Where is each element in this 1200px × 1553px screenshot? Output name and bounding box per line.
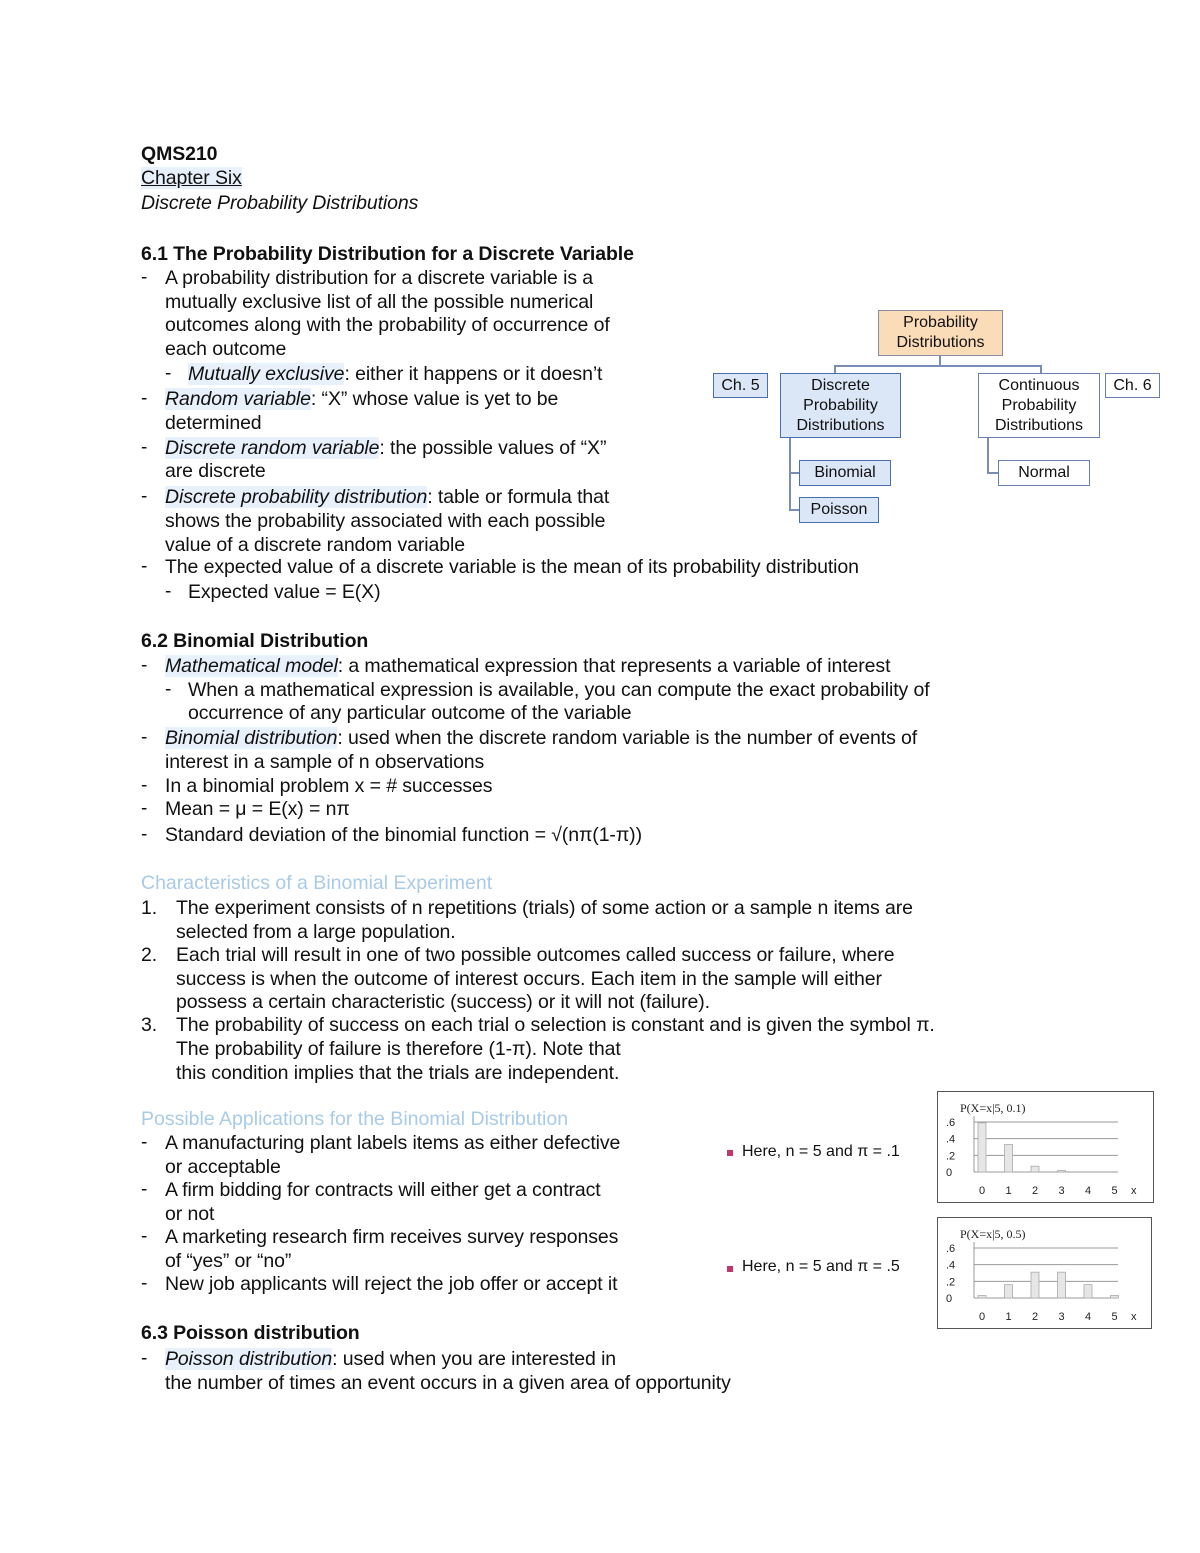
chart-note-2: Here, n = 5 and π = .5 [742,1258,900,1275]
bullet-dash: - [141,437,148,458]
s61-p1-l4: each outcome [165,338,287,360]
binomial-chart-1-svg [938,1092,1152,1201]
x-tick-label: 5 [1111,1185,1118,1197]
app-1-l2: or acceptable [165,1156,281,1178]
s61-p1-l1: A probability distribution for a discrete variable is a [165,267,594,289]
square-bullet-icon [727,1266,733,1272]
app-3-l2: of “yes” or “no” [165,1250,292,1272]
bullet-dash: - [141,798,148,819]
connector [834,365,836,373]
app-1-l1: A manufacturing plant labels items as either defective [165,1132,621,1154]
section-6-2-heading: 6.2 Binomial Distribution [141,630,369,652]
term-mutually-exclusive: Mutually exclusive [188,363,345,385]
connector [789,509,799,511]
characteristic-line: this condition implies that the trials are independent. [176,1062,620,1084]
chapter-link-text[interactable]: Chapter Six [141,167,242,189]
app-2-l1: A firm bidding for contracts will either get a contract [165,1179,601,1201]
app-3-l1: A marketing research firm receives survey responses [165,1226,619,1248]
def-text: : “X” whose value is yet to be [310,388,559,410]
bullet-dash: - [141,824,148,845]
section-6-1-heading: 6.1 The Probability Distribution for a Discrete Variable [141,243,634,265]
math-model-sub-l2: occurrence of any particular outcome of the variable [188,702,632,724]
y-tick-label: .6 [946,1243,956,1255]
x-tick-label: 3 [1058,1311,1065,1323]
connector [789,438,791,511]
diagram-ch6-box: Ch. 6 [1105,373,1160,398]
binomial-dist-def-l2: interest in a sample of n observations [165,751,485,773]
x-tick-label: 0 [979,1311,986,1323]
x-successes-line: In a binomial problem x = # successes [165,775,493,797]
binomial-chart-2 [937,1217,1152,1329]
discrete-pd-def-l3: value of a discrete random variable [165,534,465,556]
chart-title: P(X=x|5, 0.1) [960,1101,1026,1115]
expected-value-sub: Expected value = E(X) [188,581,381,603]
bar [1111,1296,1119,1299]
discrete-rv-def [165,436,606,460]
chart-note-1: Here, n = 5 and π = .1 [742,1143,900,1160]
list-number: 2. [141,944,158,966]
def-text: : either it happens or it doesn’t [344,363,603,385]
bar [978,1123,986,1172]
x-tick-label: 3 [1058,1185,1065,1197]
y-tick-label: .4 [946,1259,956,1272]
bullet-dash: - [165,363,172,384]
term-poisson-distribution: Poisson distribution [165,1348,333,1370]
diagram-root-box: Probability Distributions [878,310,1003,356]
poisson-def-l2: the number of times an event occurs in a given area of opportunity [165,1372,731,1394]
x-tick-label: 4 [1085,1185,1092,1197]
mean-line: Mean = μ = E(x) = nπ [165,798,350,820]
term-binomial-distribution: Binomial distribution [165,727,338,749]
app-4-l1: New job applicants will reject the job offer or accept it [165,1273,618,1295]
term-mathematical-model: Mathematical model [165,655,338,677]
poisson-def [165,1347,616,1371]
mutually-exclusive-def [188,362,602,386]
def-text: : used when the discrete random variable is the number of events of [337,727,918,749]
bullet-dash: - [141,1348,148,1369]
binomial-dist-def [165,726,917,750]
def-text: : table or formula that [427,486,610,508]
list-number: 1. [141,897,158,919]
applications-heading: Possible Applications for the Binomial Distribution [141,1108,569,1130]
characteristics-heading: Characteristics of a Binomial Experiment [141,872,493,894]
bar [978,1296,986,1299]
random-variable-def-l2: determined [165,412,262,434]
term-discrete-probability-distribution: Discrete probability distribution [165,486,428,508]
diagram-binomial-box: Binomial [799,460,891,486]
connector [789,472,799,474]
connector [834,365,1042,367]
bullet-dash: - [141,556,148,577]
diagram-continuous-box: Continuous Probability Distributions [978,373,1100,438]
chart-title: P(X=x|5, 0.5) [960,1227,1026,1241]
list-number: 3. [141,1014,158,1036]
term-discrete-random-variable: Discrete random variable [165,437,380,459]
characteristic-line: The probability of success on each trial o selection is constant and is given the symbol π. [176,1014,935,1036]
bar [1084,1285,1092,1298]
bar [1058,1272,1066,1298]
connector [987,438,989,474]
app-2-l2: or not [165,1203,215,1225]
square-bullet-icon [727,1150,733,1156]
random-variable-def [165,387,558,411]
y-tick-label: .4 [946,1133,956,1146]
bullet-dash: - [141,1132,148,1153]
bullet-dash: - [141,267,148,288]
binomial-chart-2-svg [938,1218,1150,1327]
bar [1005,1285,1013,1298]
x-tick-label: 5 [1111,1311,1118,1323]
discrete-rv-def-l2: are discrete [165,460,266,482]
bullet-dash: - [141,727,148,748]
x-tick-label: 1 [1005,1311,1012,1323]
bullet-dash: - [141,388,148,409]
math-model-def [165,654,890,678]
x-tick-label: 1 [1005,1185,1012,1197]
x-tick-label: 2 [1032,1185,1039,1197]
bullet-dash: - [165,679,172,700]
bullet-dash: - [165,581,172,602]
chapter-link[interactable] [141,166,242,190]
characteristic-line: Each trial will result in one of two possible outcomes called success or failure, where [176,944,895,966]
y-tick-label: .6 [946,1117,956,1129]
bar [1058,1171,1066,1173]
x-tick-label: 2 [1032,1311,1039,1323]
y-tick-label: 0 [946,1167,953,1179]
characteristic-line: success is when the outcome of interest occurs. Each item in the sample will either [176,968,882,990]
diagram-discrete-box: Discrete Probability Distributions [780,373,901,438]
y-tick-label: 0 [946,1293,953,1305]
section-6-3-heading: 6.3 Poisson distribution [141,1322,360,1344]
bar [1031,1166,1039,1172]
def-text: : used when you are interested in [332,1348,617,1370]
bullet-dash: - [141,1226,148,1247]
diagram-ch5-box: Ch. 5 [713,373,768,398]
x-axis-label: x [1131,1185,1137,1197]
y-tick-label: .2 [946,1150,956,1163]
y-tick-label: .2 [946,1276,956,1289]
characteristic-line: possess a certain characteristic (success) or it will not (failure). [176,991,710,1013]
characteristic-line: The experiment consists of n repetitions (trials) of some action or a sample n items are [176,897,913,919]
bullet-dash: - [141,775,148,796]
discrete-pd-def [165,485,609,509]
chapter-title: Discrete Probability Distributions [141,192,419,214]
def-text: : the possible values of “X” [379,437,607,459]
x-tick-label: 4 [1085,1311,1092,1323]
bullet-dash: - [141,486,148,507]
term-random-variable: Random variable [165,388,311,410]
characteristic-line: The probability of failure is therefore (1-π). Note that [176,1038,621,1060]
characteristic-line: selected from a large population. [176,921,456,943]
diagram-normal-box: Normal [998,460,1090,486]
math-model-sub-l1: When a mathematical expression is available, you can compute the exact probability of [188,679,930,701]
discrete-pd-def-l2: shows the probability associated with each possible [165,510,606,532]
diagram-poisson-box: Poisson [799,497,879,523]
course-code: QMS210 [141,143,218,165]
expected-value-line: The expected value of a discrete variable is the mean of its probability distribution [165,556,859,578]
bar [1005,1145,1013,1173]
connector [1040,365,1042,373]
x-axis-label: x [1131,1311,1137,1323]
bullet-dash: - [141,1273,148,1294]
bullet-dash: - [141,655,148,676]
x-tick-label: 0 [979,1185,986,1197]
bullet-dash: - [141,1179,148,1200]
std-dev-line: Standard deviation of the binomial function = √(nπ(1-π)) [165,824,642,846]
connector [987,472,998,474]
binomial-chart-1 [937,1091,1154,1203]
s61-p1-l2: mutually exclusive list of all the possible numerical [165,291,594,313]
s61-p1-l3: outcomes along with the probability of occurrence of [165,314,610,336]
def-text: : a mathematical expression that represents a variable of interest [337,655,891,677]
bar [1031,1272,1039,1298]
